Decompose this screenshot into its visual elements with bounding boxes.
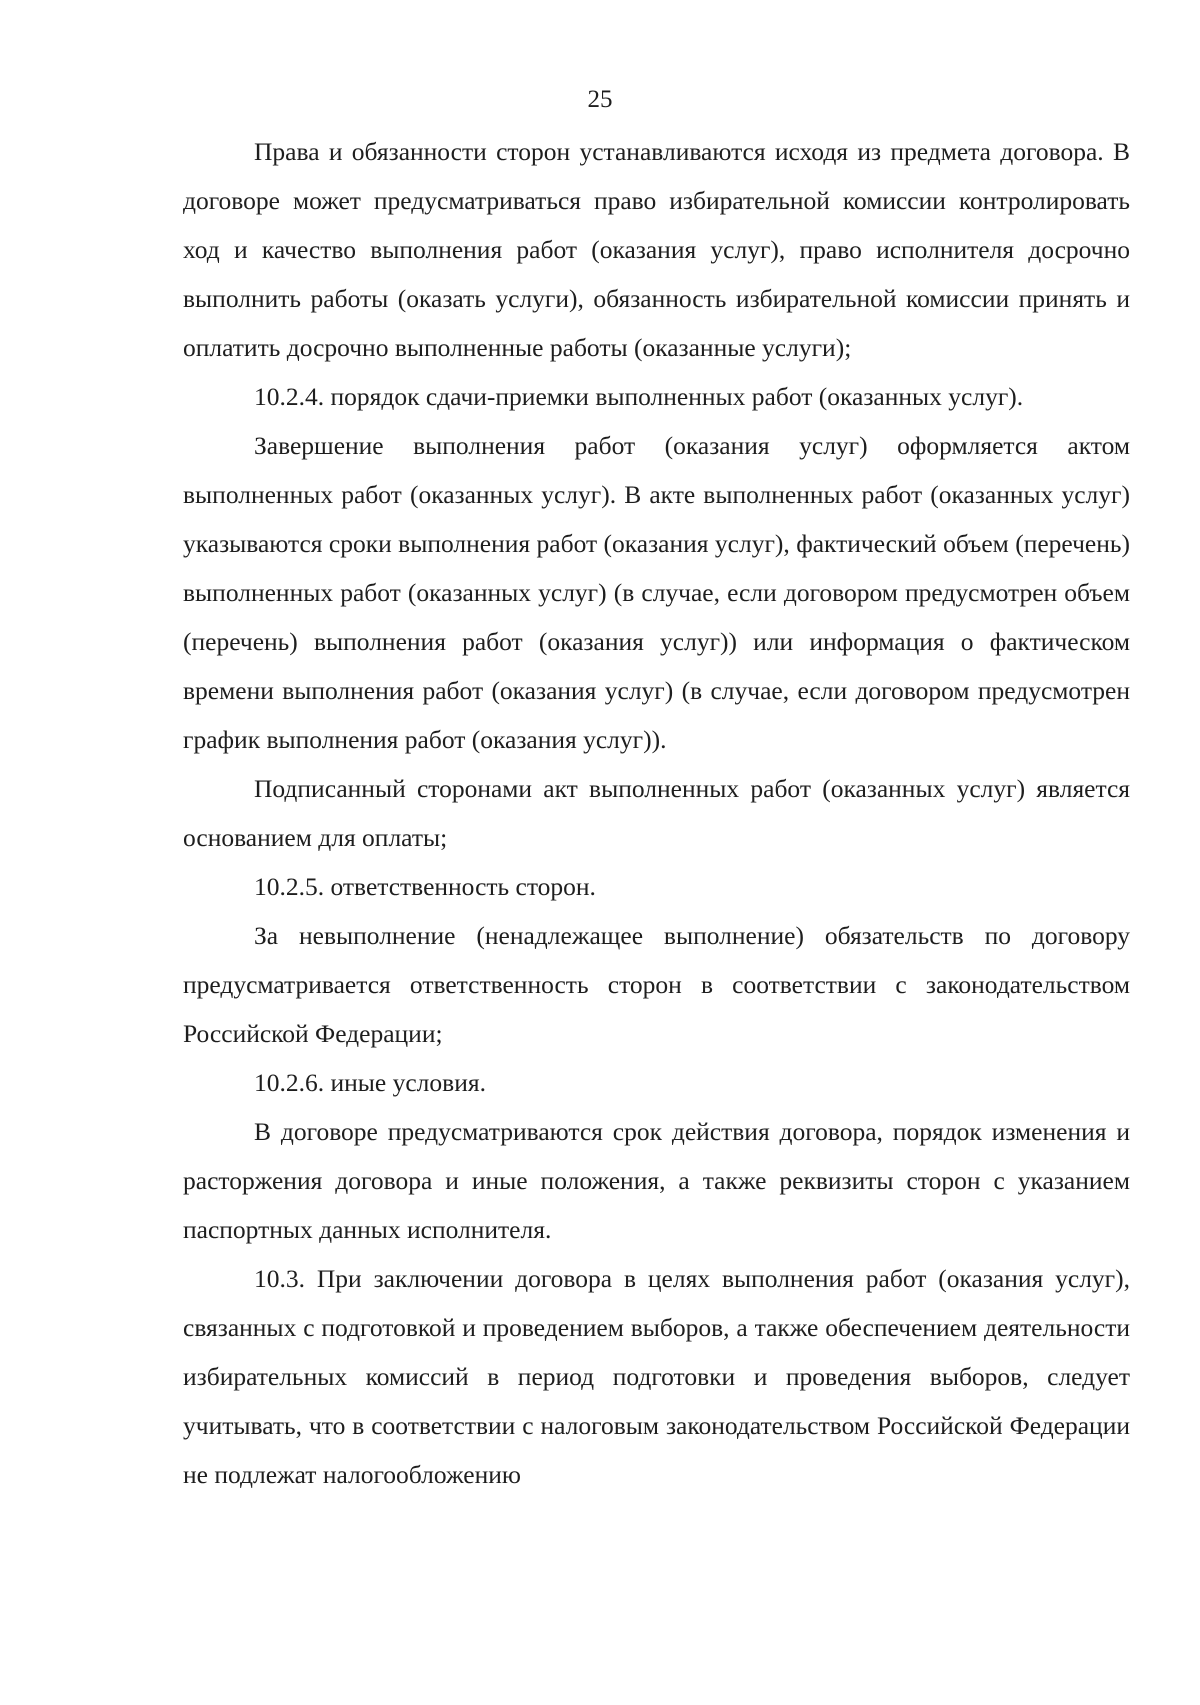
paragraph: Подписанный сторонами акт выполненных работ (оказанных услуг) является основанием для оплаты; — [183, 774, 1130, 852]
paragraph: За невыполнение (ненадлежащее выполнение) обязательств по договору предусматривается ответственность сторон в соответствии с законодательством Российской Федерации; — [183, 921, 1130, 1048]
paragraph: 10.2.5. ответственность сторон. — [254, 872, 596, 901]
paragraph: Права и обязанности сторон устанавливаются исходя из предмета договора. В договоре может предусматриваться право избирательной комиссии контролировать ход и качество выполнения работ (оказания услуг), право исполнителя досрочно выполнить работы (оказать услуги), обязанность избирательной комиссии принять и оплатить досрочно выполненные работы (оказанные услуги); — [183, 137, 1130, 362]
paragraph: 10.3. При заключении договора в целях выполнения работ (оказания услуг), связанных с подготовкой и проведением выборов, а также обеспечением деятельности избирательных комиссий в период подготовки и проведения выборов, следует учитывать, что в соответствии с налоговым законодательством Российской Федерации не подлежат налогообложению — [183, 1264, 1130, 1489]
paragraph: В договоре предусматриваются срок действия договора, порядок изменения и расторжения договора и иные положения, а также реквизиты сторон с указанием паспортных данных исполнителя. — [183, 1117, 1130, 1244]
page-number: 25 — [587, 86, 613, 113]
paragraph: 10.2.6. иные условия. — [254, 1068, 486, 1097]
document-body — [183, 127, 1130, 1499]
paragraph: Завершение выполнения работ (оказания услуг) оформляется актом выполненных работ (оказанных услуг). В акте выполненных работ (оказанных услуг) указываются сроки выполнения работ (оказания услуг), фактический объем (перечень) выполненных работ (оказанных услуг) (в случае, если договором предусмотрен объем (перечень) выполнения работ (оказания услуг)) или информация о фактическом времени выполнения работ (оказания услуг) (в случае, если договором предусмотрен график выполнения работ (оказания услуг)). — [183, 431, 1130, 754]
paragraph: 10.2.4. порядок сдачи-приемки выполненных работ (оказанных услуг). — [254, 382, 1024, 411]
